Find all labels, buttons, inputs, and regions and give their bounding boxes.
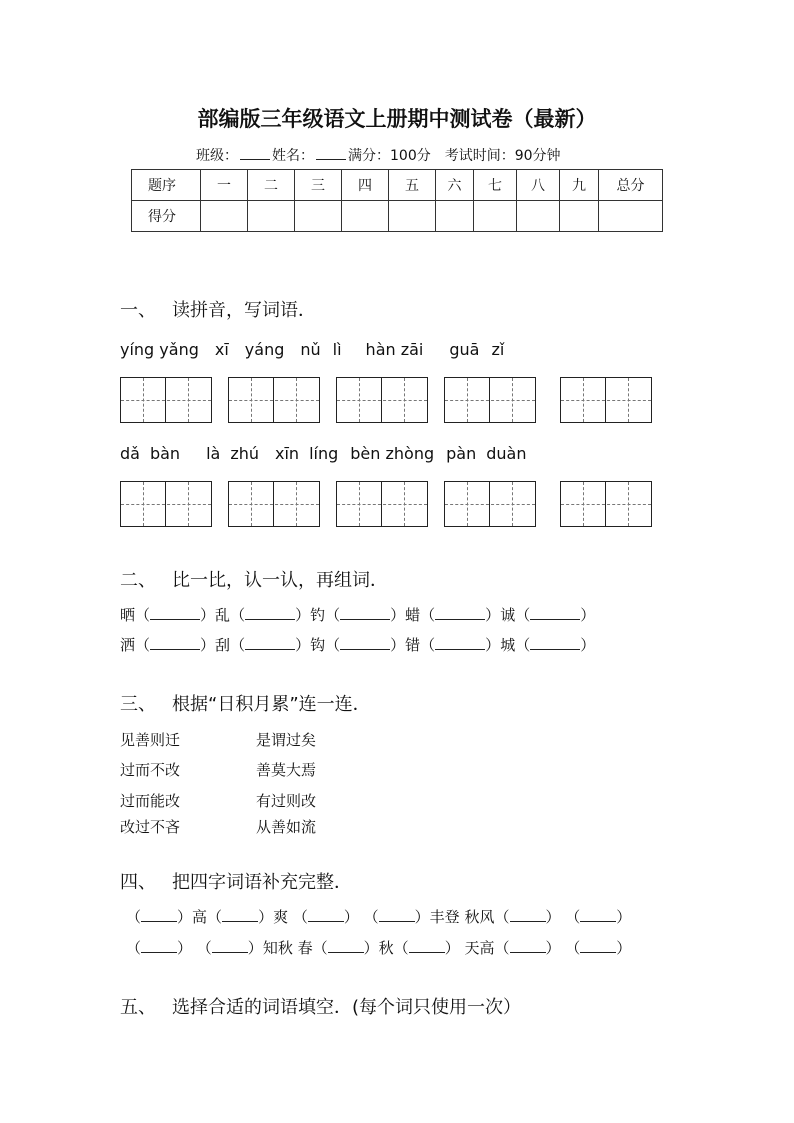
answer-blank[interactable] [435,609,485,620]
character: 诚 [500,606,516,624]
answer-blank[interactable] [340,609,390,620]
pinyin: yíng yǎng [120,340,199,359]
score-table-score-row [132,201,663,232]
pinyin: zǐ [491,340,505,359]
section-title: 选择合适的词语填空．(每个词只使用一次） [172,997,522,1018]
character: 刮 [215,636,231,654]
phrase-right[interactable]: 从善如流 [256,818,317,836]
pinyin: pàn [446,444,477,463]
row-label-score: 得分 [132,201,201,232]
idiom-part: 秋 [378,939,394,957]
writing-box[interactable] [560,377,652,423]
answer-blank[interactable] [245,609,295,620]
score-cell[interactable] [560,201,599,232]
answer-blank[interactable] [530,609,580,620]
character: 城 [500,636,516,654]
pinyin: xīn [275,444,300,463]
full-score-label: 满分：100分 [348,148,431,164]
idiom-part: 丰登 [429,908,460,926]
idiom-blank[interactable] [328,942,364,953]
table-header-cell: 三 [295,170,342,201]
class-blank[interactable] [240,147,270,160]
score-cell[interactable] [201,201,248,232]
character: 乱 [215,606,231,624]
score-table [131,169,663,232]
writing-box[interactable] [336,377,428,423]
pinyin: guā [449,340,480,359]
character: 钓 [310,606,326,624]
character: 晒 [120,606,136,624]
section-title: 根据“日积月累”连一连． [172,694,371,715]
idiom-blank[interactable] [141,942,177,953]
pinyin: yáng [244,340,285,359]
pinyin: nǔ [300,340,321,359]
exam-time-label: 考试时间：90分钟 [444,148,561,164]
score-cell[interactable] [474,201,517,232]
name-blank[interactable] [316,147,346,160]
writing-box[interactable] [228,481,320,527]
section-number: 一、 [120,300,156,321]
idiom-part: 知秋 [262,939,293,957]
score-cell[interactable] [599,201,663,232]
pinyin: duàn [486,444,527,463]
section-number: 四、 [120,872,156,893]
table-header-cell: 一 [201,170,248,201]
score-table-header-row [132,170,663,201]
section-5-heading [120,993,521,1019]
phrase-left[interactable]: 过而能改 [120,792,181,810]
table-header-cell: 七 [474,170,517,201]
pinyin: bèn zhòng [350,444,435,463]
phrase-right[interactable]: 善莫大焉 [256,761,317,779]
section-number: 五、 [120,997,156,1018]
character: 钩 [310,636,326,654]
section-title: 读拼音，写词语． [172,300,316,321]
pinyin: dǎ [120,444,140,463]
pinyin: líng [309,444,339,463]
idiom-part: 天高 [464,939,495,957]
student-info-line [196,145,561,165]
idiom-part: 秋风 [464,908,495,926]
table-header-cell: 总分 [599,170,663,201]
table-header-cell: 九 [560,170,599,201]
table-header-cell: 四 [342,170,389,201]
idiom-blank[interactable] [308,911,344,922]
section-number: 二、 [120,570,156,591]
writing-box[interactable] [560,481,652,527]
idiom-part: 爽 [273,908,289,926]
idiom-part: 高 [192,908,208,926]
pinyin-row-1 [120,340,504,359]
idiom-blank[interactable] [222,911,258,922]
answer-blank[interactable] [150,639,200,650]
writing-box[interactable] [444,377,536,423]
character: 错 [405,636,421,654]
section-title: 把四字词语补充完整． [172,872,352,893]
idiom-blank[interactable] [409,942,445,953]
score-cell[interactable] [295,201,342,232]
idiom-row-1: （ ）高（ ）爽 （ ） （ ）丰登 秋风（ ） （ ） [126,908,632,926]
idiom-blank[interactable] [379,911,415,922]
idiom-blank[interactable] [212,942,248,953]
score-cell[interactable] [248,201,295,232]
character: 蜡 [405,606,421,624]
phrase-left[interactable]: 见善则迁 [120,731,181,749]
answer-blank[interactable] [530,639,580,650]
phrase-left[interactable]: 改过不吝 [120,818,181,836]
section-1-heading [120,296,316,322]
compare-row-2: 洒（ ）刮（ ）钩（ ）错（ ）城（ ） [120,636,596,654]
table-header-cell: 八 [517,170,560,201]
pinyin: hàn zāi [365,340,424,359]
table-header-cell: 六 [436,170,474,201]
score-cell[interactable] [436,201,474,232]
table-header-cell: 题序 [132,170,201,201]
page-title: 部编版三年级语文上册期中测试卷（最新） [197,106,597,131]
idiom-blank[interactable] [510,942,546,953]
answer-blank[interactable] [435,639,485,650]
phrase-right[interactable]: 有过则改 [256,792,317,810]
class-label: 班级： [196,148,238,164]
pinyin: xī [214,340,229,359]
section-4-heading [120,868,352,894]
score-cell[interactable] [517,201,560,232]
section-title: 比一比，认一认，再组词． [172,570,388,591]
name-label: 姓名： [272,148,314,164]
idiom-blank[interactable] [580,911,616,922]
section-2-heading [120,566,388,592]
pinyin: lì [332,340,342,359]
section-number: 三、 [120,694,156,715]
compare-row-1: 晒（ ）乱（ ）钓（ ）蜡（ ）诚（ ） [120,606,596,624]
answer-blank[interactable] [340,639,390,650]
idiom-blank[interactable] [580,942,616,953]
answer-blank[interactable] [245,639,295,650]
writing-box[interactable] [228,377,320,423]
section-3-heading [120,690,371,716]
idiom-part: 春 [297,939,313,957]
table-header-cell: 五 [389,170,436,201]
score-cell[interactable] [389,201,436,232]
writing-box[interactable] [120,481,212,527]
pinyin: bàn [149,444,181,463]
pinyin-row-2 [120,444,526,463]
writing-box[interactable] [120,377,212,423]
writing-box[interactable] [336,481,428,527]
character: 洒 [120,636,136,654]
answer-blank[interactable] [150,609,200,620]
idiom-blank[interactable] [510,911,546,922]
pinyin: là [206,444,221,463]
idiom-row-2: （ ） （ ）知秋 春（ ）秋（ ） 天高（ ） （ ） [126,939,632,957]
idiom-blank[interactable] [141,911,177,922]
score-cell[interactable] [342,201,389,232]
pinyin: zhú [230,444,260,463]
phrase-left[interactable]: 过而不改 [120,761,181,779]
writing-box[interactable] [444,481,536,527]
phrase-right[interactable]: 是谓过矣 [256,731,317,749]
table-header-cell: 二 [248,170,295,201]
